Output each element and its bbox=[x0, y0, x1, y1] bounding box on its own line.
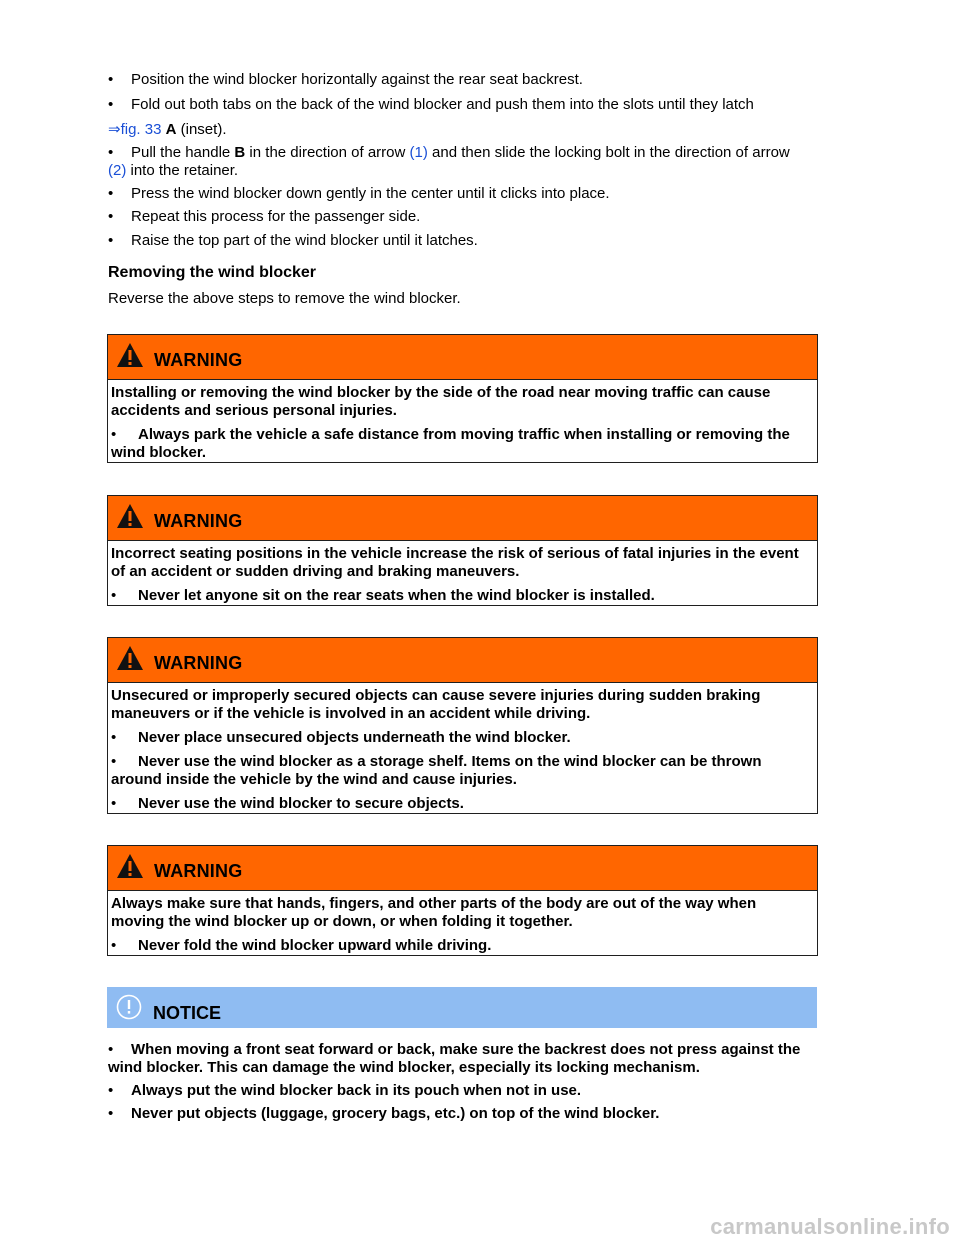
notice-item-3: • Never put objects (luggage, grocery bags, etc.) on top of the wind blocker. bbox=[108, 1105, 660, 1122]
notice-header bbox=[107, 987, 817, 1028]
figure-link[interactable]: fig. 33 bbox=[120, 121, 162, 138]
step-text: Press the wind blocker down gently in the center until it clicks into place. bbox=[131, 185, 610, 202]
arrow-2-ref: (2) bbox=[108, 162, 127, 179]
warning-triangle-icon bbox=[116, 645, 144, 671]
warning-intro: Installing or removing the wind blocker by the side of the road near moving traffic can cause accidents and serious personal injuries. bbox=[111, 384, 771, 419]
warning-triangle-icon bbox=[116, 503, 144, 529]
step-text: Pull the handle B in the direction of arrow (1) and then slide the locking bolt in the direction of arrow (2) into the retainer. bbox=[108, 144, 790, 179]
bullet: • bbox=[108, 71, 114, 88]
warning-label: WARNING bbox=[154, 511, 243, 531]
warning-body bbox=[108, 891, 817, 963]
watermark: carmanualsonline.info bbox=[710, 1214, 950, 1239]
bullet: • bbox=[108, 185, 114, 202]
step-text: Position the wind blocker horizontally against the rear seat backrest. bbox=[131, 71, 583, 88]
removing-text: Reverse the above steps to remove the wind blocker. bbox=[108, 290, 461, 307]
inset-letter: A bbox=[165, 121, 177, 138]
warning-box-1 bbox=[107, 334, 818, 463]
warning-box-3 bbox=[107, 637, 818, 814]
warning-box-4 bbox=[107, 845, 818, 956]
inset-text: (inset). bbox=[180, 121, 227, 138]
warning-label: WARNING bbox=[154, 653, 243, 673]
warning-triangle-icon bbox=[116, 853, 144, 879]
bullet: • bbox=[108, 208, 114, 225]
warning-item: • Never use the wind blocker to secure objects. bbox=[111, 795, 464, 812]
warning-header bbox=[108, 496, 817, 541]
warning-header bbox=[108, 638, 817, 683]
notice-item-1: • When moving a front seat forward or back, make sure the backrest does not press against the wind blocker. This can damage the wind blocker, especially its locking mechanism. bbox=[108, 1041, 801, 1076]
step-text: Fold out both tabs on the back of the wind blocker and push them into the slots until they latch bbox=[131, 96, 754, 113]
notice-item-2: • Always put the wind blocker back in its pouch when not in use. bbox=[108, 1082, 582, 1099]
warning-body bbox=[108, 541, 817, 613]
warning-intro: Always make sure that hands, fingers, and other parts of the body are out of the way when moving the wind blocker up or down, or when folding it together. bbox=[111, 895, 757, 930]
warning-header bbox=[108, 335, 817, 380]
section-heading: Removing the wind blocker bbox=[108, 264, 317, 281]
warning-item: • Never let anyone sit on the rear seats when the wind blocker is installed. bbox=[111, 587, 655, 604]
warning-item: • Always park the vehicle a safe distance from moving traffic when installing or removing the wind blocker. bbox=[111, 426, 790, 461]
warning-box-2 bbox=[107, 495, 818, 606]
bullet: • bbox=[108, 96, 114, 113]
step-3 bbox=[108, 144, 798, 180]
warning-intro: Incorrect seating positions in the vehicle increase the risk of serious of fatal injuries in the event of an accident or sudden driving and braking maneuvers. bbox=[111, 545, 799, 580]
warning-body bbox=[108, 380, 817, 470]
bullet: • bbox=[108, 232, 114, 249]
step-text: Repeat this process for the passenger side. bbox=[131, 208, 421, 225]
warning-label: WARNING bbox=[154, 350, 243, 370]
figure-reference bbox=[108, 121, 226, 139]
arrow-icon: ⇒ bbox=[108, 121, 121, 138]
warning-item: • Never place unsecured objects underneath the wind blocker. bbox=[111, 729, 571, 746]
arrow-1-ref: (1) bbox=[409, 144, 428, 161]
exclamation-circle-icon bbox=[116, 994, 142, 1020]
warning-header bbox=[108, 846, 817, 891]
bullet: • bbox=[108, 144, 114, 161]
notice-label: NOTICE bbox=[153, 1003, 222, 1023]
handle-letter: B bbox=[234, 144, 246, 161]
warning-body bbox=[108, 683, 817, 821]
warning-item: • Never use the wind blocker as a storage shelf. Items on the wind blocker can be thrown around inside the vehicle by the wind and cause injuries. bbox=[111, 753, 762, 788]
warning-label: WARNING bbox=[154, 861, 243, 881]
step-text: Raise the top part of the wind blocker until it latches. bbox=[131, 232, 478, 249]
warning-item: • Never fold the wind blocker upward while driving. bbox=[111, 937, 492, 954]
warning-intro: Unsecured or improperly secured objects can cause severe injuries during sudden braking maneuvers or if the vehicle is involved in an accident while driving. bbox=[111, 687, 761, 722]
warning-triangle-icon bbox=[116, 342, 144, 368]
